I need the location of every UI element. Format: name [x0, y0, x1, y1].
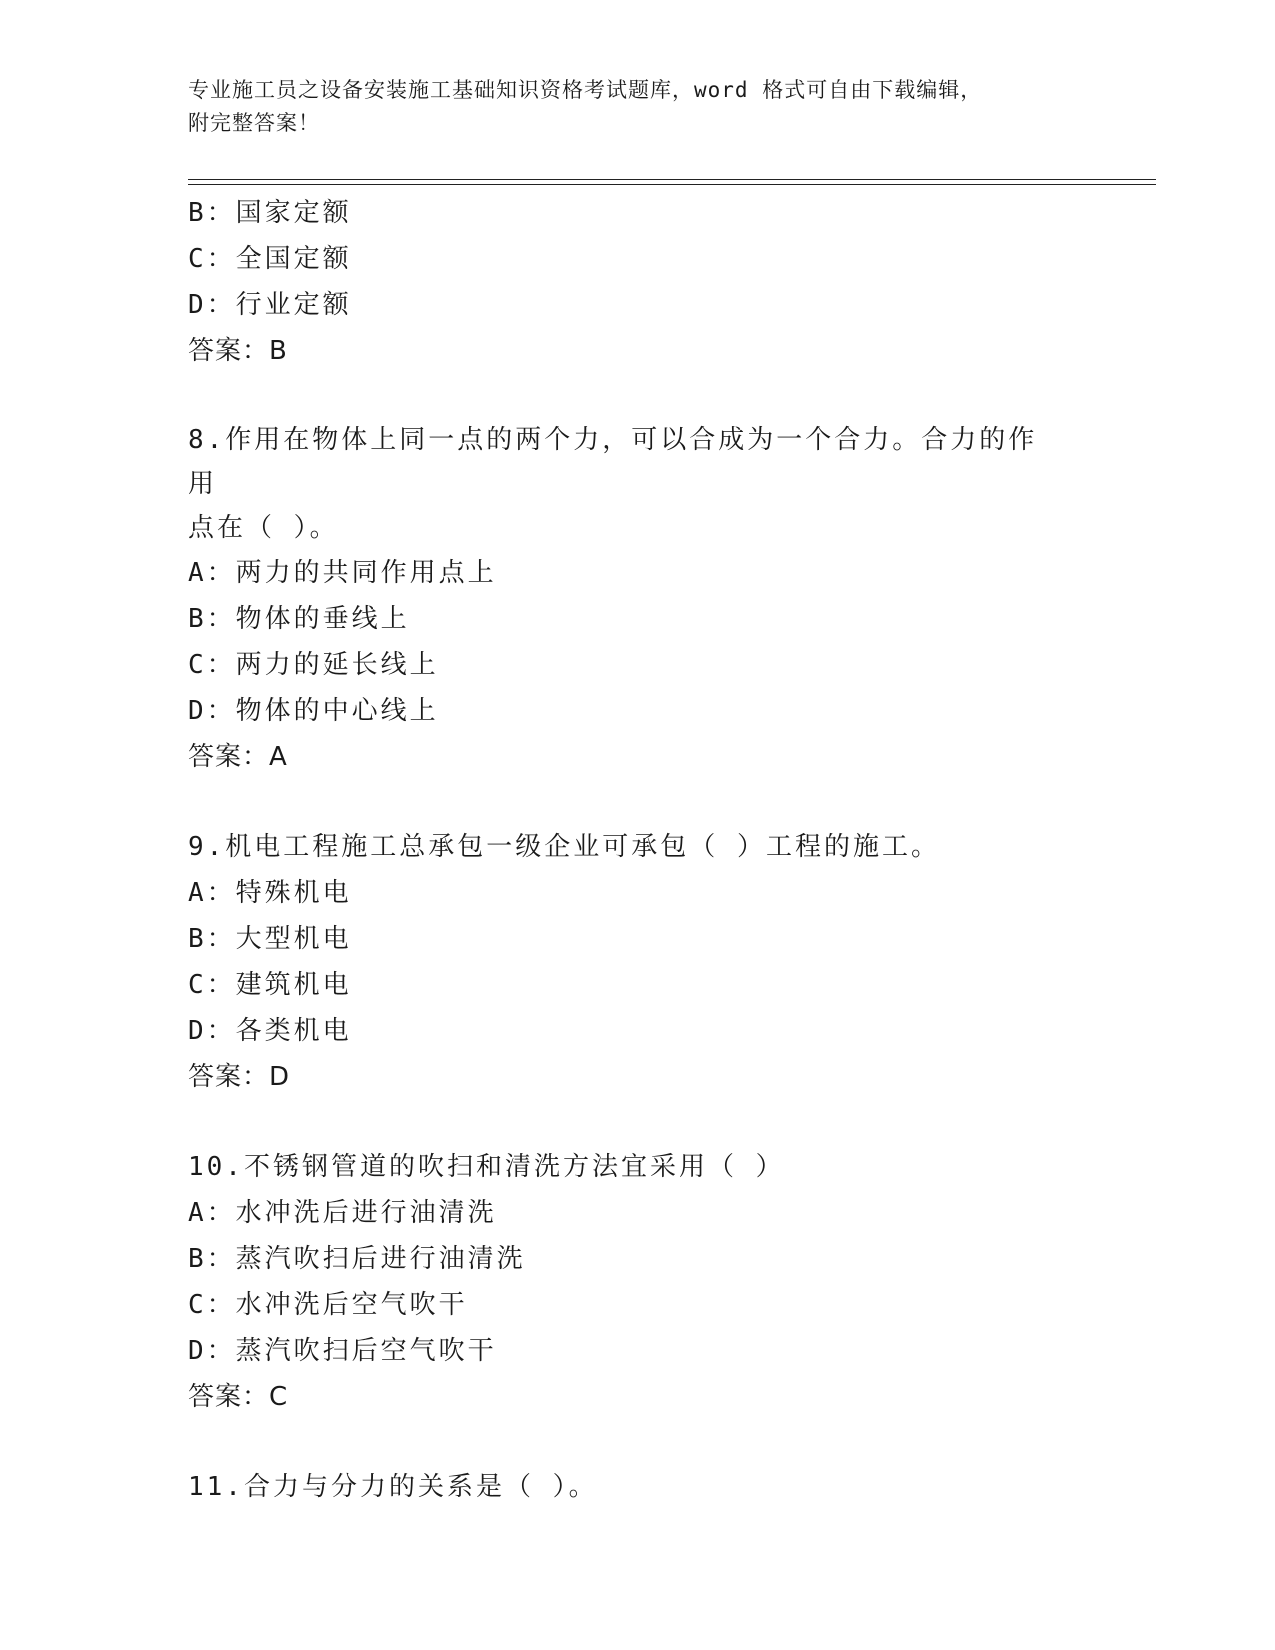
answer-line: 答案：C	[188, 1382, 289, 1412]
document-header	[188, 74, 1088, 140]
option-b: B：国家定额	[188, 198, 352, 228]
option-d: D：蒸汽吹扫后空气吹干	[188, 1336, 497, 1366]
question-9	[188, 824, 1088, 1100]
question-stem-line-2: 点在（ ）。	[188, 513, 339, 543]
question-list	[188, 190, 1088, 1510]
header-line-1: 专业施工员之设备安装施工基础知识资格考试题库，word 格式可自由下载编辑，	[188, 78, 983, 102]
question-8	[188, 418, 1088, 780]
option-c: C：水冲洗后空气吹干	[188, 1290, 468, 1320]
option-d: D：行业定额	[188, 290, 352, 320]
answer-line: 答案：A	[188, 742, 288, 772]
question-stem: 11.合力与分力的关系是（ ）。	[188, 1472, 598, 1502]
question-11	[188, 1464, 1088, 1510]
option-b: B：大型机电	[188, 924, 352, 954]
option-c: C：建筑机电	[188, 970, 352, 1000]
answer-line: 答案：D	[188, 1062, 291, 1092]
answer-line: 答案：B	[188, 336, 288, 366]
question-stem: 9.机电工程施工总承包一级企业可承包（ ）工程的施工。	[188, 832, 940, 862]
question-10	[188, 1144, 1088, 1420]
header-divider-bottom	[188, 184, 1156, 185]
question-7-remainder	[188, 190, 1088, 374]
question-stem: 10.不锈钢管道的吹扫和清洗方法宜采用（ ）	[188, 1152, 785, 1182]
option-a: A：两力的共同作用点上	[188, 558, 497, 588]
option-c: C：两力的延长线上	[188, 650, 439, 680]
option-b: B：蒸汽吹扫后进行油清洗	[188, 1244, 526, 1274]
header-line-2: 附完整答案！	[188, 111, 320, 135]
option-d: D：各类机电	[188, 1016, 352, 1046]
option-c: C：全国定额	[188, 244, 352, 274]
option-b: B：物体的垂线上	[188, 604, 410, 634]
header-divider-top	[188, 179, 1156, 180]
option-d: D：物体的中心线上	[188, 696, 439, 726]
question-stem	[188, 418, 1058, 550]
option-a: A：水冲洗后进行油清洗	[188, 1198, 497, 1228]
question-stem-line-1: 8.作用在物体上同一点的两个力，可以合成为一个合力。合力的作用	[188, 425, 1038, 499]
option-a: A：特殊机电	[188, 878, 352, 908]
